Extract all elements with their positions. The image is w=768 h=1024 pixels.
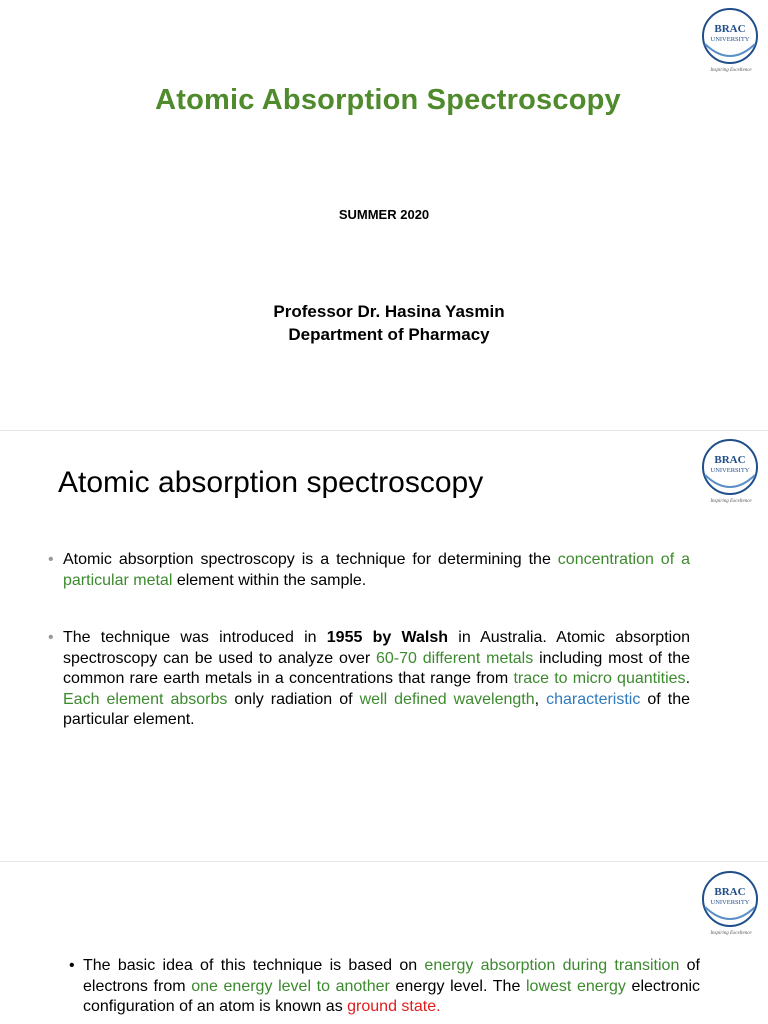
term-label: SUMMER 2020 — [338, 207, 430, 222]
highlight-text: Each element absorbs — [63, 690, 228, 708]
bullet-basic-idea: • The basic idea of this technique is based on energy absorption during transition of electrons from one energy level to another energy level. The lowest energy electronic configuration of an atom is known as ground state. — [69, 957, 701, 1016]
brac-university-logo — [695, 867, 765, 937]
logo-tagline: Inspiring Excellence — [710, 931, 752, 936]
slide-1 — [0, 0, 768, 430]
highlight-text: concentration of a particular metal — [63, 551, 691, 589]
brac-university-logo — [695, 435, 765, 505]
slide-2-title: Atomic absorption spectroscopy — [58, 466, 484, 499]
brac-university-logo — [695, 4, 765, 74]
professor-name: Professor Dr. Hasina Yasmin — [273, 302, 505, 321]
logo-text-university: UNIVERSITY — [710, 899, 750, 906]
logo-text-brac: BRAC — [714, 886, 746, 898]
logo-text-university: UNIVERSITY — [710, 467, 750, 474]
bullet-definition: • Atomic absorption spectroscopy is a technique for determining the concentration of a particular metal element within the sample. — [48, 551, 691, 589]
bullet-marker: • — [69, 957, 75, 974]
department-name: Department of Pharmacy — [288, 325, 490, 344]
logo-tagline: Inspiring Excellence — [710, 68, 752, 73]
highlight-text: characteristic — [546, 690, 641, 708]
highlight-text: ground state. — [347, 998, 441, 1016]
slide-title: Atomic Absorption Spectroscopy — [155, 84, 621, 116]
bullet-history: • The technique was introduced in 1955 by Walsh in Australia. Atomic absorption spectroscopy can be used to analyze over 60-70 different metals including most of the common rare earth metals in a concentrations that range from trace to micro quantities. Each element absorbs only radiation of well defined wavelength, characteristic of the particular element. — [48, 629, 691, 729]
highlight-text: one energy level to another — [191, 977, 390, 995]
bullet-marker: • — [48, 629, 54, 646]
bullet-marker: • — [48, 551, 54, 568]
highlight-text: 60-70 different metals — [376, 649, 534, 667]
logo-text-university: UNIVERSITY — [710, 36, 750, 43]
highlight-text: trace to micro quantities — [513, 670, 686, 688]
logo-tagline: Inspiring Excellence — [710, 499, 752, 504]
highlight-text: lowest energy — [526, 977, 626, 995]
logo-text-brac: BRAC — [714, 454, 746, 466]
highlight-text: well defined wavelength — [359, 690, 535, 708]
logo-text-brac: BRAC — [714, 23, 746, 35]
highlight-text: energy absorption during transition — [424, 957, 680, 974]
bold-text: 1955 by Walsh — [326, 629, 449, 646]
